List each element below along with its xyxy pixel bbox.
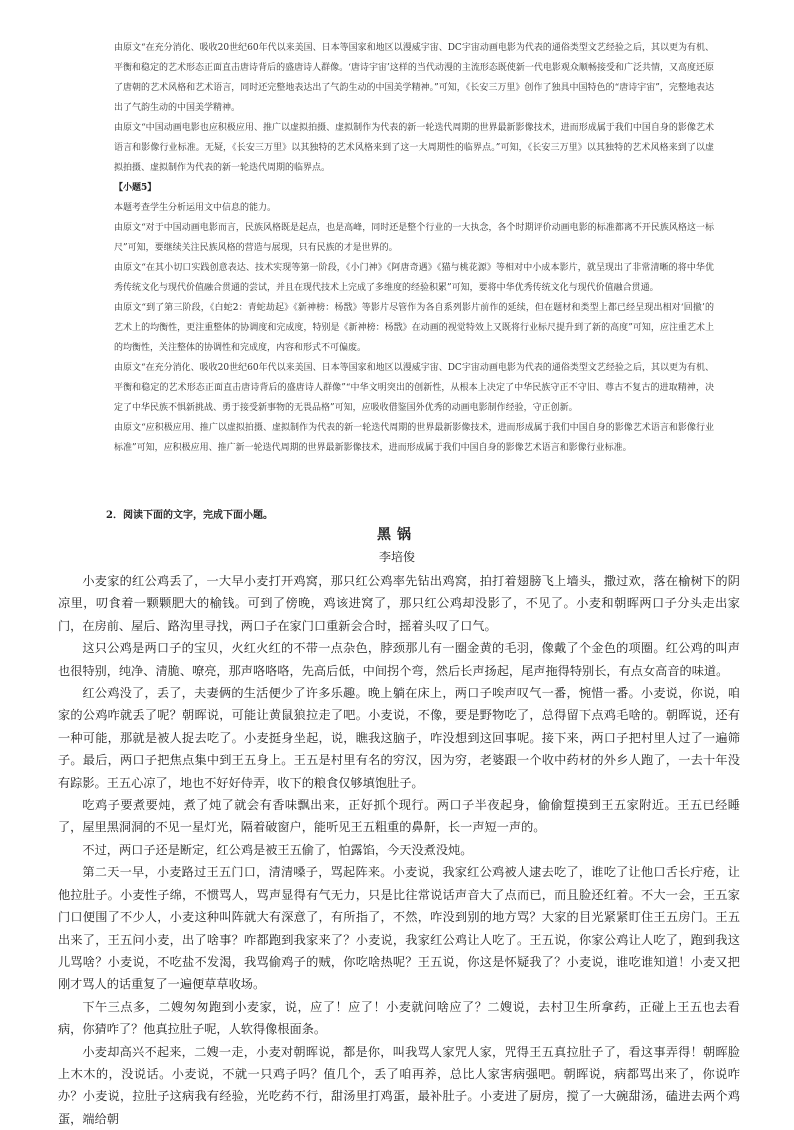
analysis-paragraph: 由原文“在其小切口实践创意表达、技术实现等第一阶段，《小门神》《阿唐奇遇》《猫与桃花源》等相对中小成本影片，就呈现出了非常清晰的将中华优秀传统文化与现代价值融合贯通的尝试，并且在现代技术上完成了多维度的经验积累”可知，要将中华优秀传统文化与现代价值融合贯通。 — [114, 263, 714, 293]
story-paragraph: 红公鸡没了，丢了，夫妻俩的生活便少了许多乐趣。晚上躺在床上，两口子唉声叹气一番，惋惜一番。小麦说，你说，咱家的公鸡咋就丢了呢？朝晖说，可能让黄鼠狼拉走了吧。小麦说，不像，要是野物吃了，总得留下点鸡毛啥的。朝晖说，还有一种可能，那就是被人捉去吃了。小麦挺身坐起，说，瞧我这脑子，咋没想到这回事呢。接下来，两口子把村里人过了一遍筛子。最后，两口子把焦点集中到王五身上。王五是村里有名的穷汉，因为穷，老婆跟一个收中药材的外乡人跑了，一去十年没有踪影。王五心凉了，地也不好好侍弄，收下的粮食仅够填饱肚子。 — [58, 686, 740, 790]
analysis-paragraph: 由原文“中国动画电影也应积极应用、推广以虚拟拍摄、虚拟制作为代表的新一轮迭代周期的世界最新影像技术，进而形成属于我们中国自身的影像艺术语言和影像行业标准。无疑，《长安三万里》以其独特的艺术风格来到了这一大周期性的临界点。”可知，《长安三万里》以其独特的艺术风格来到了以虚拟拍摄、虚拟制作为代表的新一轮迭代周期的临界点。 — [114, 123, 714, 173]
story-paragraph: 不过，两口子还是断定，红公鸡是被王五偷了，怕露馅，今天没煮没炖。 — [82, 842, 473, 857]
story-paragraph: 小麦家的红公鸡丢了，一大早小麦打开鸡窝，那只红公鸡率先钻出鸡窝，拍打着翅膀飞上墙头，撒过欢，落在榆树下的阴凉里，叨食着一颗颗肥大的榆钱。可到了傍晚，鸡该进窝了，那只红公鸡却没影了，不见了。小麦和朝晖两口子分头走出家门，在房前、屋后、路沟里寻找，两口子在家门口重新会合时，摇着头叹了口气。 — [58, 574, 740, 633]
story-body — [58, 570, 740, 1130]
story-paragraph: 吃鸡子要煮要炖，煮了炖了就会有香味飘出来，正好抓个现行。两口子半夜起身，偷偷踅摸到王五家附近。王五已经睡了，屋里黑洞洞的不见一星灯光，隔着破窗户，能听见王五粗重的鼻鼾，长一声短一声的。 — [58, 798, 740, 835]
story-paragraph: 下午三点多，二嫂匆匆跑到小麦家，说，应了！应了！小麦就问啥应了？二嫂说，去村卫生所拿药，正碰上王五也去看病，你猜咋了？他真拉肚子呢，人软得像根面条。 — [58, 999, 740, 1037]
story-title: 黑锅 — [377, 527, 417, 543]
analysis-paragraph: 由原文“对于中国动画电影而言，民族风格既是起点，也是高峰，同时还是整个行业的一大执念，各个时期评价动画电影的标准都离不开民族风格这一标尺”可知，要继续关注民族风格的营造与展现，只有民族的才是世界的。 — [114, 223, 714, 253]
story-paragraph: 第二天一早，小麦路过王五门口，清清嗓子，骂起阵来。小麦说，我家红公鸡被人逮去吃了，谁吃了让他口舌长疔疮，让他拉肚子。小麦性子绵，不惯骂人，骂声显得有气无力，只是比往常说话声音大了点而已，而且脸还红着。不大一会，王五家门口便围了不少人，小麦这种叫阵就大有深意了，有所指了，不然，咋没到别的地方骂？大家的目光紧紧盯住王五房门。王五出来了，王五问小麦，出了啥事？咋都跑到我家来了？小麦说，我家红公鸡让人吃了。王五说，你家公鸡让人吃了，跑到我这儿骂啥？小麦说，不吃盐不发渴，我骂偷鸡子的贼，你吃啥热呢？王五说，你这是怀疑我了？小麦说，谁吃谁知道！小麦又把刚才骂人的话重复了一遍便草草收场。 — [58, 865, 740, 992]
answer-analysis — [114, 38, 714, 458]
analysis-paragraph: 本题考查学生分析运用文中信息的能力。 — [114, 203, 277, 213]
analysis-paragraph: 由原文“到了第三阶段，《白蛇2：青蛇劫起》《新神榜：杨戬》等影片尽管作为各自系列影片前作的延续，但在题材和类型上都已经呈现出相对‘回撤’的艺术上的均衡性，更注重整体的协调度和完成度，特别是《新神榜：杨戬》在动画的视觉特效上又既将行业标尺提升到了新的高度”可知，应注重艺术上的均衡性，关注整体的协调性和完成度，内容和形式不可偏废。 — [114, 303, 714, 353]
story-paragraph: 小麦却高兴不起来，二嫂一走，小麦对朝晖说，都是你，叫我骂人家咒人家，咒得王五真拉肚子了，看这事弄得！朝晖脸上木木的，没说话。小麦说，不就一只鸡子吗？值几个，丢了咱再养，总比人家害病强吧。朝晖说，病都骂出来了，你说咋办？小麦说，拉肚子这病我有经验，光吃药不行，甜汤里打鸡蛋，最补肚子。小麦进了厨房，搅了一大碗甜汤，磕进去两个鸡蛋，端给朝 — [58, 1044, 740, 1126]
analysis-paragraph: 由原文“在充分消化、吸收20世纪60年代以来美国、日本等国家和地区以漫威宇宙、DC宇宙动画电影为代表的通俗类型文艺经验之后，其以更为有机、平衡和稳定的艺术形态正面直击唐诗背后的盛唐诗人群像”“中华文明突出的创新性，从根本上决定了中华民族守正不守旧、尊古不复古的进取精神，决定了中华民族不惧新挑战、勇于接受新事物的无畏品格”可知，应吸收借鉴国外优秀的动画电影制作经验，守正创新。 — [114, 363, 714, 413]
analysis-paragraph: 由原文“应积极应用、推广以虚拟拍摄、虚拟制作为代表的新一轮迭代周期的世界最新影像技术，进而形成属于我们中国自身的影像艺术语言和影像行业标准”可知，应积极应用、推广新一轮迭代周期的世界最新影像技术，进而形成属于我们中国自身的影像艺术语言和影像行业标准。 — [114, 423, 714, 453]
analysis-paragraph: 由原文“在充分消化、吸收20世纪60年代以来美国、日本等国家和地区以漫威宇宙、DC宇宙动画电影为代表的通俗类型文艺经验之后，其以更为有机、平衡和稳定的艺术形态正面直击唐诗背后的盛唐诗人群像。‘唐诗宇宙’这样的当代动漫的主流形态既使新一代电影观众顺畅接受和广泛共情，又高度还原了唐朝的艺术风格和艺术语言，同时还完整地表达出了气韵生动的中国美学精神。”可知，《长安三万里》创作了独具中国特色的“唐诗宇宙”，完整地表达出了气韵生动的中国美学精神。 — [114, 43, 714, 113]
section-heading: 2．阅读下面的文字，完成下面小题。 — [106, 510, 273, 521]
story-author: 李培俊 — [378, 550, 415, 564]
question-tag: 【小题5】 — [114, 183, 157, 193]
story-paragraph: 这只公鸡是两口子的宝贝，火红火红的不带一点杂色，脖颈那儿有一圈金黄的毛羽，像戴了个金色的项圈。红公鸡的叫声也很特别，纯净、清脆、嘹亮，那声咯咯咯，先高后低，中间拐个弯，然后长声扬起，尾声拖得特别长，有点女高音的味道。 — [58, 641, 740, 678]
